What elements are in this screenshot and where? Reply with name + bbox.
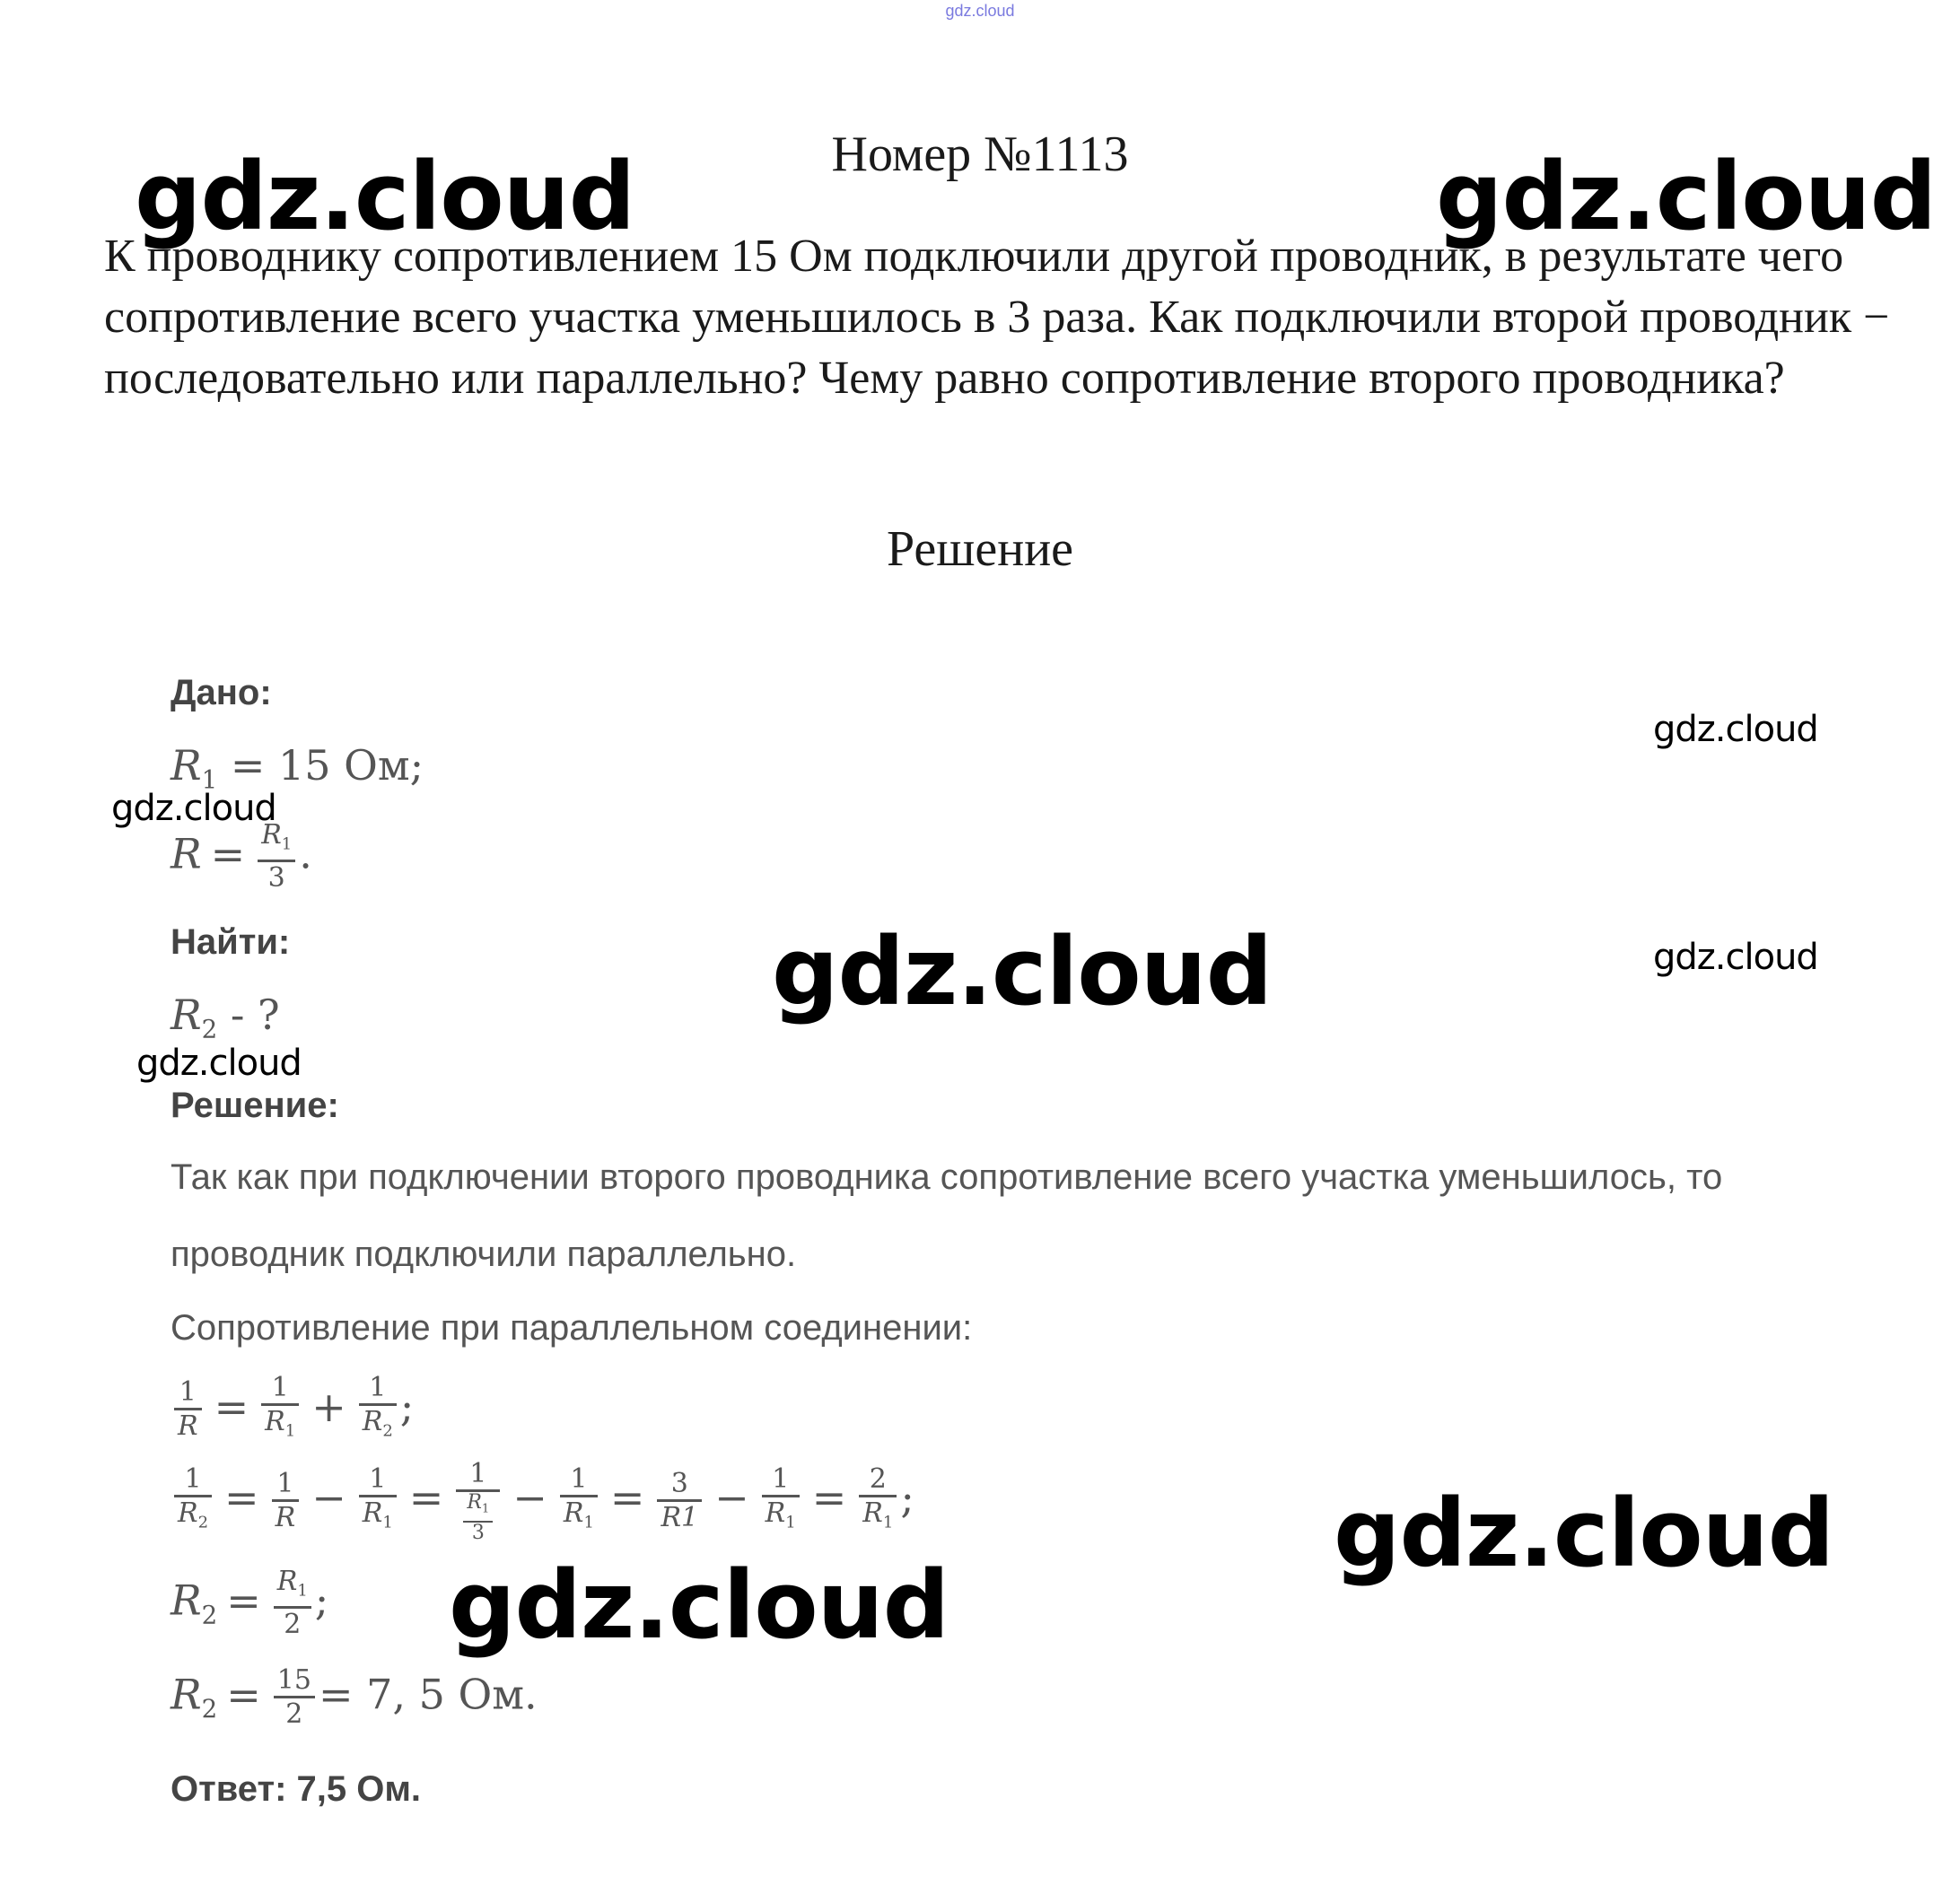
solution-line-2: проводник подключили параллельно.	[171, 1235, 797, 1274]
find-r2-value: - ?	[230, 991, 280, 1039]
formula-r2-value: $R_2$ = $\frac{15}{2}$ = 7, 5 Ом.	[171, 1664, 538, 1730]
watermark: gdz.cloud	[135, 142, 635, 251]
site-mark: gdz.cloud	[945, 2, 1015, 20]
page-title: Номер №1113	[831, 127, 1129, 182]
given-label: Дано:	[171, 673, 272, 712]
answer: Ответ: 7,5 Ом.	[171, 1769, 422, 1809]
solution-heading: Решение	[886, 521, 1074, 577]
formula-r2-expression: $R_2$ = $\frac{R_1}{2}$ ;	[171, 1566, 329, 1641]
watermark: gdz.cloud	[1436, 142, 1937, 251]
watermark: gdz.cloud	[1334, 1479, 1834, 1588]
solution-label: Решение:	[171, 1086, 339, 1125]
solution-line-3: Сопротивление при параллельном соединении:	[171, 1308, 973, 1348]
solution-line-1: Так как при подключении второго проводника сопротивление всего участка уменьшилось, то	[171, 1157, 1723, 1197]
watermark: gdz.cloud	[1653, 937, 1818, 978]
problem-text: К проводнику сопротивлением 15 Ом подключили другой проводник, в результате чего сопротивление всего участка уменьшилось в 3 раза. Как подключили второй проводник − последовательно или параллельно? Чему равно сопротивление второго проводника?	[104, 231, 1890, 404]
watermark: gdz.cloud	[111, 788, 276, 829]
final-value: = 7, 5 Ом.	[318, 1670, 538, 1719]
watermark: gdz.cloud	[136, 1043, 302, 1084]
given-r: R = $\frac{R_1}{3}$ .	[171, 819, 312, 895]
given-r1-value: = 15 Ом;	[230, 741, 424, 790]
find-r2: $R_2$ - ?	[171, 991, 280, 1044]
watermark: gdz.cloud	[772, 917, 1273, 1026]
formula-parallel: $\frac{1}{R}$ = $\frac{1}{R_1}$ + $\frac{1}{R_2}$ ;	[171, 1373, 414, 1447]
watermark: gdz.cloud	[1653, 709, 1818, 750]
find-label: Найти:	[171, 922, 291, 962]
watermark: gdz.cloud	[449, 1550, 949, 1660]
given-r1: $R_1 = 15$ Ом;	[171, 741, 424, 795]
formula-derivation: $\frac{1}{R_2}$ = $\frac{1}{R}$ − $\frac{1}{R_1}$ = $\frac{1}{\frac{R_1}{3}}$ − $\frac{1}{R_1}$ = $\frac{3}{R1}$ − $\frac{1}{R_1}$ = $\frac{2}{R_1}$ ;	[171, 1459, 914, 1544]
